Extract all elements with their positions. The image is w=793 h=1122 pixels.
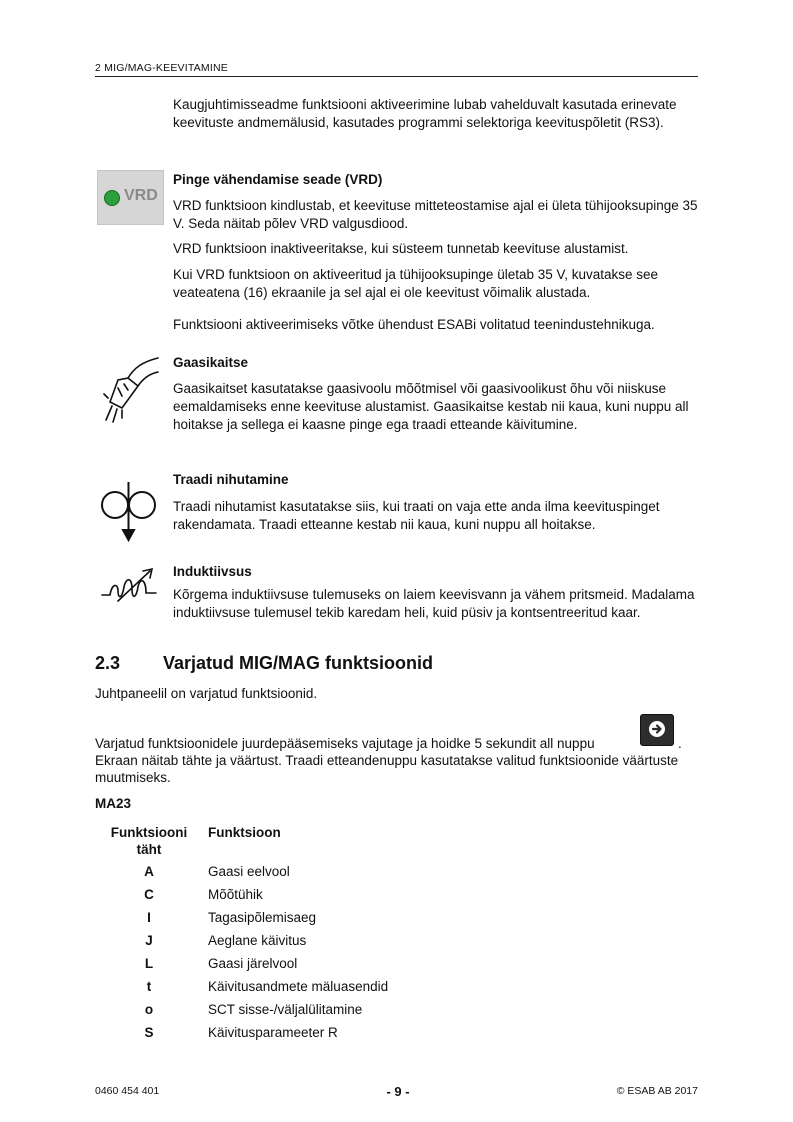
table-header-letter-line-2: täht (136, 842, 162, 857)
model-label: MA23 (95, 796, 132, 811)
footer-doc-number: 0460 454 401 (95, 1085, 160, 1097)
section-intro: Juhtpaneelil on varjatud funktsioonid. (95, 686, 318, 701)
access-line-1-text: Varjatud funktsioonidele juurdepääsemiseks vajutage ja hoidke 5 sekundit all nuppu (95, 736, 595, 751)
section-number: 2.3 (95, 653, 121, 673)
vrd-icon-label: VRD (124, 187, 158, 204)
table-row-letter: S (144, 1025, 154, 1040)
vrd-heading: Pinge vähendamise seade (VRD) (173, 172, 383, 187)
gas-heading: Gaasikaitse (173, 355, 249, 370)
vrd-icon (97, 170, 164, 225)
table-row-letter: A (144, 864, 154, 879)
section-title: Varjatud MIG/MAG funktsioonid (163, 653, 433, 673)
intro-paragraph: Kaugjuhtimisseadme funktsiooni aktiveerimine lubab vahelduvalt kasutada erinevate keevituste andmemälusid, kasutades programmi selektoriga keevituspõletit (RS3). (173, 97, 677, 130)
table-row-letter: o (144, 1002, 154, 1017)
table-row-function: Gaasi järelvool (208, 956, 298, 971)
access-line-1-period: . (678, 736, 682, 751)
wire-heading: Traadi nihutamine (173, 472, 289, 487)
table-row-function: Käivitusparameeter R (208, 1025, 338, 1040)
table-row-function: Aeglane käivitus (208, 933, 307, 948)
footer-copyright: © ESAB AB 2017 (616, 1085, 698, 1097)
table-row-function: Mõõtühik (208, 887, 263, 902)
table-row-letter: J (145, 933, 153, 948)
inductance-paragraph: Kõrgema induktiivsuse tulemuseks on laiem keevisvann ja vähem pritsmeid. Madalama induktiivsuse tulemusel tekib karedam heli, kuid püsiv ja kontsentreeritud kaar. (173, 587, 695, 620)
vrd-paragraph-4: Funktsiooni aktiveerimiseks võtke ühendust ESABi volitatud teenindustehnikuga. (173, 317, 655, 332)
arrow-right-icon (641, 715, 673, 745)
footer-page-number: - 9 - (386, 1084, 410, 1099)
table-row-letter: t (146, 979, 152, 994)
inductance-heading: Induktiivsus (173, 564, 252, 579)
gas-nozzle-icon (100, 352, 162, 427)
vrd-paragraph-3: Kui VRD funktsioon on aktiveeritud ja tühijooksupinge ületab 35 V, kuvatakse see veateatena (16) ekraanile ja sel ajal ei ole keevitust võimalik alustada. (173, 267, 659, 300)
table-header-function: Funktsioon (208, 825, 281, 840)
access-line-1 (95, 735, 695, 752)
vrd-paragraph-1: VRD funktsioon kindlustab, et keevituse mitteteostamise ajal ei ületa tühijooksupinge 35 V. Seda näitab põlev VRD valgusdiood. (173, 198, 698, 231)
table-row-function: SCT sisse-/väljalülitamine (208, 1002, 363, 1017)
inductance-icon (100, 565, 162, 608)
table-header-letter-line-1: Funktsiooni (110, 825, 188, 840)
table-row-letter: I (147, 910, 151, 925)
section-heading (95, 653, 433, 674)
table-row-function: Käivitusandmete mäluasendid (208, 979, 389, 994)
wire-paragraph: Traadi nihutamist kasutatakse siis, kui traati on vaja ette anda ilma keevituspinget rakendamata. Traadi etteanne kestab nii kaua, kuni nuppu all hoitakse. (173, 499, 660, 532)
table-row-function: Tagasipõlemisaeg (208, 910, 317, 925)
table-header-letter (104, 824, 194, 858)
access-line-2: Ekraan näitab tähte ja väärtust. Traadi etteandenuppu kasutatakse valitud funktsioonide väärtuste muutmiseks. (95, 753, 679, 785)
table-row-function: Gaasi eelvool (208, 864, 290, 879)
table-row-letter: L (144, 956, 154, 971)
hidden-functions-button[interactable] (640, 714, 674, 746)
table-row-letter: C (144, 887, 154, 902)
gas-paragraph: Gaasikaitset kasutatakse gaasivoolu mõõtmisel või gaasivoolikust õhu või niiskuse eemaldamiseks enne keevituse alustamist. Gaasikaitse kestab nii kaua, kuni nuppu all hoitakse ja sellega ei kaasne pinge ega traadi etteande käivitumine. (173, 381, 689, 432)
vrd-paragraph-2: VRD funktsioon inaktiveeritakse, kui süsteem tunnetab keevituse alustamist. (173, 241, 629, 256)
wire-feed-icon (98, 478, 160, 547)
page-header: 2 MIG/MAG-KEEVITAMINE (95, 62, 698, 77)
